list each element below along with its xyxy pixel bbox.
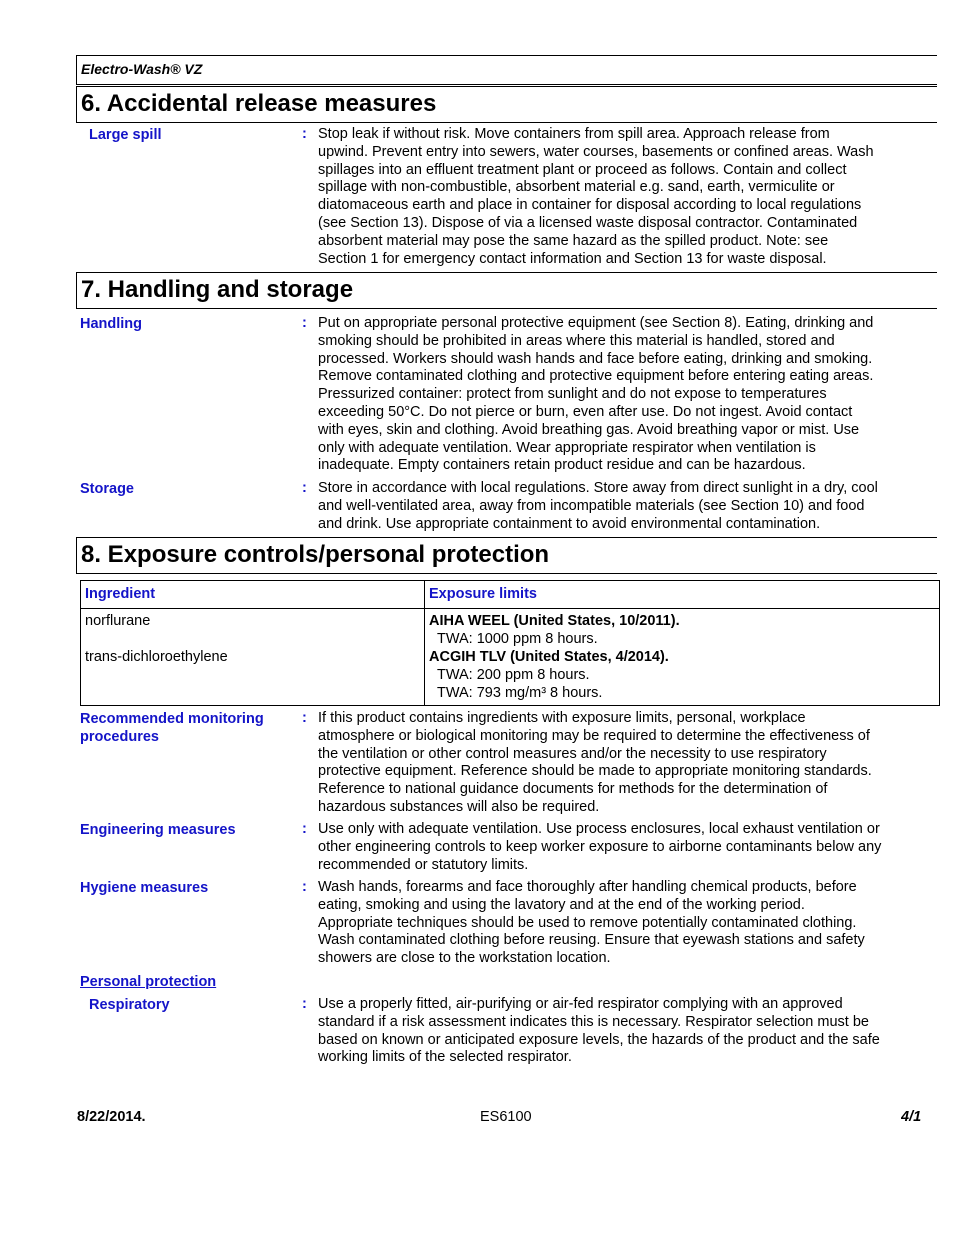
exposure-limits-header: Exposure limits xyxy=(425,581,940,609)
section-7-title: 7. Handling and storage xyxy=(81,276,354,303)
table-header-row xyxy=(81,581,940,609)
ingredient-header: Ingredient xyxy=(81,581,425,609)
ingredient-norflurane: norflurane xyxy=(85,613,151,629)
handling-label: Handling xyxy=(80,316,143,332)
product-name: Electro-Wash® VZ xyxy=(81,61,203,77)
engineering-label: Engineering measures xyxy=(80,822,236,838)
engineering-text: Use only with adequate ventilation. Use process enclosures, local exhaust ventilation or other engineering controls to keep worker exposure to airborne contaminants below any recommended or statutory limits. xyxy=(318,821,882,873)
hygiene-label: Hygiene measures xyxy=(80,880,209,896)
large-spill-text: Stop leak if without risk. Move containers from spill area. Approach release from upwind. Prevent entry into sewers, water courses, basements or confined areas. Wash spillages into an effluent treatment plant or proceed as follows. Contain and collect spillage with non-combustible, absorbent material e.g. sand, earth, vermiculite or diatomaceous earth and place in container for disposal according to local regulations (see Section 13). Dispose of via a licensed waste disposal contractor. Contaminated absorbent material may pose the same hazard as the spilled product. Note: see Section 1 for emergency contact information and Section 13 for waste disposal. xyxy=(318,126,874,267)
limit-title: ACGIH TLV (United States, 4/2014). xyxy=(429,649,669,665)
limit-item: TWA: 793 mg/m³ 8 hours. xyxy=(437,685,603,701)
monitoring-colon: : xyxy=(302,710,307,726)
hygiene-colon: : xyxy=(302,879,307,895)
footer-date: 8/22/2014. xyxy=(77,1109,146,1125)
large-spill-label: Large spill xyxy=(89,127,162,143)
exposure-limits-cell xyxy=(425,609,940,706)
storage-label: Storage xyxy=(80,481,134,497)
engineering-colon: : xyxy=(302,821,307,837)
section-6-title: 6. Accidental release measures xyxy=(81,90,437,117)
respiratory-colon: : xyxy=(302,996,307,1012)
product-header xyxy=(76,55,937,85)
respiratory-text: Use a properly fitted, air-purifying or air-fed respirator complying with an approved standard if a risk assessment indicates this is necessary. Respirator selection must be based on known or anticipated exposure levels, the hazards of the product and the safe working limits of the selected respirator. xyxy=(318,996,880,1066)
footer-page-number: 4/1 xyxy=(901,1109,922,1125)
exposure-limits-table xyxy=(80,580,940,706)
large-spill-colon: : xyxy=(302,126,307,142)
monitoring-text: If this product contains ingredients with exposure limits, personal, workplace atmosphere or biological monitoring may be required to determine the effectiveness of the ventilation or other control measures and/or the necessity to use respiratory protective equipment. Reference should be made to appropriate monitoring standards. Reference to national guidance documents for methods for the determination of hazardous substances will also be required. xyxy=(318,710,872,815)
ingredient-cell xyxy=(81,609,425,706)
hygiene-text: Wash hands, forearms and face thoroughly after handling chemical products, before eating, smoking and using the lavatory and at the end of the working period. Appropriate techniques should be used to remove potentially contaminated clothing. Wash contaminated clothing before reusing. Ensure that eyewash stations and safety showers are close to the workstation location. xyxy=(318,879,865,967)
table-row xyxy=(81,609,940,706)
ingredient-trans-dichloroethylene: trans-dichloroethylene xyxy=(85,649,228,665)
limit-item: TWA: 1000 ppm 8 hours. xyxy=(437,631,598,647)
section-8-title: 8. Exposure controls/personal protection xyxy=(81,541,550,568)
footer-document-code: ES6100 xyxy=(480,1109,532,1125)
respiratory-label: Respiratory xyxy=(89,997,170,1013)
handling-text: Put on appropriate personal protective equipment (see Section 8). Eating, drinking and smoking should be prohibited in areas where this material is handled, stored and processed. Workers should wash hands and face before eating, drinking and smoking. Remove contaminated clothing and protective equipment before entering eating areas. Pressurized container: protect from sunlight and do not expose to temperatures exceeding 50°C. Do not pierce or burn, even after use. Do not ingest. Avoid contact with eyes, skin and clothing. Avoid breathing gas. Avoid breathing vapor or mist. Use only with adequate ventilation. Wear appropriate respirator when ventilation is inadequate. Empty containers retain product residue and can be hazardous. xyxy=(318,315,874,474)
personal-protection-link[interactable]: Personal protection xyxy=(80,974,217,990)
handling-colon: : xyxy=(302,315,307,331)
monitoring-label: Recommended monitoring procedures xyxy=(80,711,264,745)
storage-colon: : xyxy=(302,480,307,496)
limit-title: AIHA WEEL (United States, 10/2011). xyxy=(429,613,680,629)
storage-text: Store in accordance with local regulations. Store away from direct sunlight in a dry, cool and well-ventilated area, away from incompatible materials (see Section 10) and food and drink. Use appropriate containment to avoid environmental contamination. xyxy=(318,480,878,532)
limit-item: TWA: 200 ppm 8 hours. xyxy=(437,667,590,683)
section-7-header xyxy=(76,272,937,309)
section-8-header xyxy=(76,537,937,574)
section-6-header xyxy=(76,86,937,123)
